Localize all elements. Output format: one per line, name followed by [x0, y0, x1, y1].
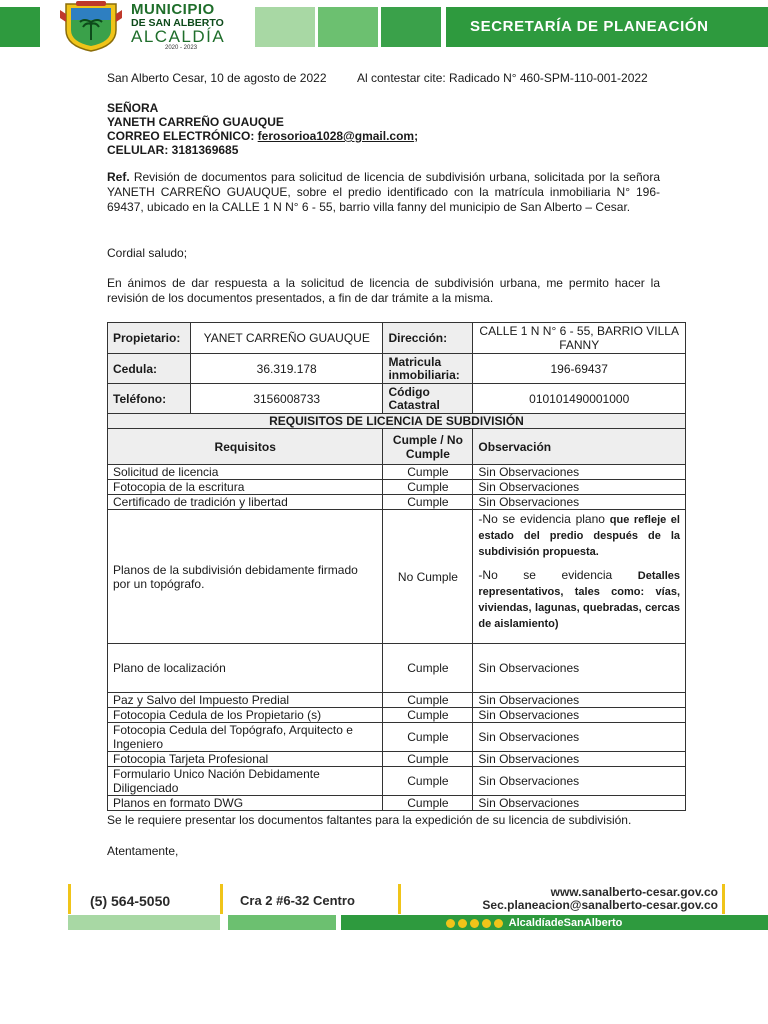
- table-row: [108, 323, 686, 354]
- observation-cell: Sin Observaciones: [473, 752, 686, 767]
- observation-cell: Sin Observaciones: [473, 495, 686, 510]
- requirement-cell: Fotocopia de la escritura: [108, 480, 383, 495]
- observation-cell: [473, 510, 686, 644]
- footer-divider: [722, 884, 725, 914]
- owner-label: Propietario:: [108, 323, 191, 354]
- table-row: [108, 354, 686, 384]
- social-icons: [446, 917, 506, 929]
- phone-label: Teléfono:: [108, 384, 191, 414]
- requirement-cell: Certificado de tradición y libertad: [108, 495, 383, 510]
- footer-divider: [68, 884, 71, 914]
- observation-cell: Sin Observaciones: [473, 465, 686, 480]
- wordmark-san-alberto: DE SAN ALBERTO: [131, 17, 224, 29]
- green-block: [0, 7, 40, 47]
- date-line: San Alberto Cesar, 10 de agosto de 2022: [107, 71, 327, 85]
- footer-divider: [398, 884, 401, 914]
- requirement-cell: Fotocopia Cedula de los Propietario (s): [108, 708, 383, 723]
- requirement-cell: Plano de localización: [108, 644, 383, 693]
- requirement-cell: Fotocopia Tarjeta Profesional: [108, 752, 383, 767]
- recipient-name: YANETH CARREÑO GUAUQUE: [107, 115, 284, 129]
- table-row: [108, 723, 686, 752]
- status-cell: Cumple: [383, 752, 473, 767]
- requirement-cell: Planos de la subdivisión debidamente firmado por un topógrafo.: [108, 510, 383, 644]
- address-value: CALLE 1 N N° 6 - 55, BARRIO VILLA FANNY: [473, 323, 686, 354]
- footer-divider: [220, 884, 223, 914]
- wordmark-alcaldia: ALCALDÍA: [131, 27, 226, 46]
- table-row: [108, 708, 686, 723]
- table-row: [108, 693, 686, 708]
- closing-note: Se le requiere presentar los documentos faltantes para la expedición de su licencia de subdivisión.: [107, 813, 632, 827]
- observation-cell: Sin Observaciones: [473, 693, 686, 708]
- table-header-row: [108, 429, 686, 465]
- footer-contact: [418, 886, 718, 912]
- address-label: Dirección:: [383, 323, 473, 354]
- green-block: [255, 7, 315, 47]
- observation-cell: Sin Observaciones: [473, 708, 686, 723]
- radicado-line: Al contestar cite: Radicado N° 460-SPM-110-001-2022: [357, 71, 648, 85]
- footer-phone: (5) 564-5050: [90, 893, 171, 909]
- status-cell: Cumple: [383, 796, 473, 811]
- table-row: [108, 796, 686, 811]
- salutation-title: SEÑORA: [107, 101, 159, 115]
- green-block: [381, 7, 441, 47]
- youtube-icon[interactable]: [458, 919, 467, 928]
- status-cell: Cumple: [383, 693, 473, 708]
- footer-address: Cra 2 #6-32 Centro: [240, 893, 355, 908]
- municipal-seal-logo: [58, 0, 124, 52]
- requirement-cell: Formulario Unico Nación Debidamente Diligenciado: [108, 767, 383, 796]
- table-row: [108, 384, 686, 414]
- status-cell: Cumple: [383, 495, 473, 510]
- table-row: [108, 767, 686, 796]
- footer-email[interactable]: Sec.planeacion@sanalberto-cesar.gov.co: [482, 898, 718, 912]
- requirements-title: REQUISITOS DE LICENCIA DE SUBDIVISIÓN: [108, 414, 686, 429]
- social-handle[interactable]: AlcaldíadeSanAlberto: [508, 917, 623, 929]
- status-cell: Cumple: [383, 708, 473, 723]
- greeting: Cordial saludo;: [107, 246, 188, 260]
- sign-off: Atentamente,: [107, 844, 179, 858]
- footer-social: [446, 917, 622, 929]
- email-suffix: ;: [414, 129, 419, 143]
- table-row: [108, 752, 686, 767]
- matricula-value: 196-69437: [473, 354, 686, 384]
- footer-bar: [228, 915, 336, 930]
- facebook-icon[interactable]: [494, 919, 503, 928]
- email-line: [107, 129, 418, 144]
- requirement-cell: Paz y Salvo del Impuesto Predial: [108, 693, 383, 708]
- col-header-requirements: Requisitos: [108, 429, 383, 465]
- ref-label: Ref.: [107, 170, 130, 184]
- id-label: Cedula:: [108, 354, 191, 384]
- reference-paragraph: [107, 170, 660, 215]
- col-header-observation: Observación: [473, 429, 686, 465]
- intro-paragraph: En ánimos de dar respuesta a la solicitud de licencia de subdivisión urbana, me permito hacer la revisión de los documentos presentados, a fin de dar trámite a la misma.: [107, 276, 660, 305]
- table-row: [108, 480, 686, 495]
- catastral-value: 010101490001000: [473, 384, 686, 414]
- table-row: [108, 644, 686, 693]
- municipality-wordmark: [131, 2, 241, 52]
- obs-details-detail: Detalles representativos, tales como: vías, viviendas, lagunas, quebradas, cercas de aislamiento): [478, 570, 680, 630]
- phone-value: 3156008733: [190, 384, 382, 414]
- status-cell: Cumple: [383, 644, 473, 693]
- observation-cell: Sin Observaciones: [473, 767, 686, 796]
- email-link[interactable]: ferosorioa1028@gmail.com: [257, 129, 415, 143]
- status-cell: Cumple: [383, 767, 473, 796]
- requirement-cell: Planos en formato DWG: [108, 796, 383, 811]
- table-row: [108, 495, 686, 510]
- green-block: [318, 7, 378, 47]
- requirement-cell: Solicitud de licencia: [108, 465, 383, 480]
- email-label: CORREO ELECTRÓNICO:: [107, 129, 258, 143]
- status-cell: Cumple: [383, 480, 473, 495]
- banner-title: SECRETARÍA DE PLANEACIÓN: [470, 18, 709, 35]
- table-row: [108, 465, 686, 480]
- letterhead: [0, 0, 768, 56]
- table-row: [108, 414, 686, 429]
- col-header-status: Cumple / No Cumple: [383, 429, 473, 465]
- twitter-icon[interactable]: [470, 919, 479, 928]
- banner: [446, 7, 768, 47]
- status-cell: Cumple: [383, 723, 473, 752]
- wordmark-municipio: MUNICIPIO: [131, 1, 215, 18]
- observation-cell: Sin Observaciones: [473, 480, 686, 495]
- phone-line: CELULAR: 3181369685: [107, 143, 239, 157]
- status-cell: No Cumple: [383, 510, 473, 644]
- observation-cell: Sin Observaciones: [473, 723, 686, 752]
- catastral-label: Código Catastral: [383, 384, 473, 414]
- obs-details-prefix: -No se evidencia: [478, 568, 638, 582]
- footer-website[interactable]: www.sanalberto-cesar.gov.co: [550, 885, 718, 899]
- id-value: 36.319.178: [190, 354, 382, 384]
- owner-value: YANET CARREÑO GUAUQUE: [190, 323, 382, 354]
- observation-cell: Sin Observaciones: [473, 644, 686, 693]
- observation-cell: Sin Observaciones: [473, 796, 686, 811]
- whatsapp-icon[interactable]: [482, 919, 491, 928]
- wordmark-period: 2020 - 2023: [165, 45, 198, 51]
- requirement-cell: Fotocopia Cedula del Topógrafo, Arquitecto e Ingeniero: [108, 723, 383, 752]
- requirements-table: [107, 322, 686, 811]
- obs-plan-detail: que refleje el estado del predio después de la subdivisión propuesta.: [478, 514, 680, 558]
- ref-text: Revisión de documentos para solicitud de licencia de subdivisión urbana, solicitada por la señora YANETH CARREÑO GUAUQUE, sobre el predio identificado con la matrícula inmobiliaria N° 196-69437, ubicado en la CALLE 1 N N° 6 - 55, barrio villa fanny del municipio de San Alberto – Cesar.: [107, 170, 660, 214]
- table-row: [108, 510, 686, 644]
- status-cell: Cumple: [383, 465, 473, 480]
- obs-plan-prefix: -No se evidencia plano: [478, 512, 610, 526]
- matricula-label: Matricula inmobiliaria:: [383, 354, 473, 384]
- instagram-icon[interactable]: [446, 919, 455, 928]
- footer-bar: [68, 915, 220, 930]
